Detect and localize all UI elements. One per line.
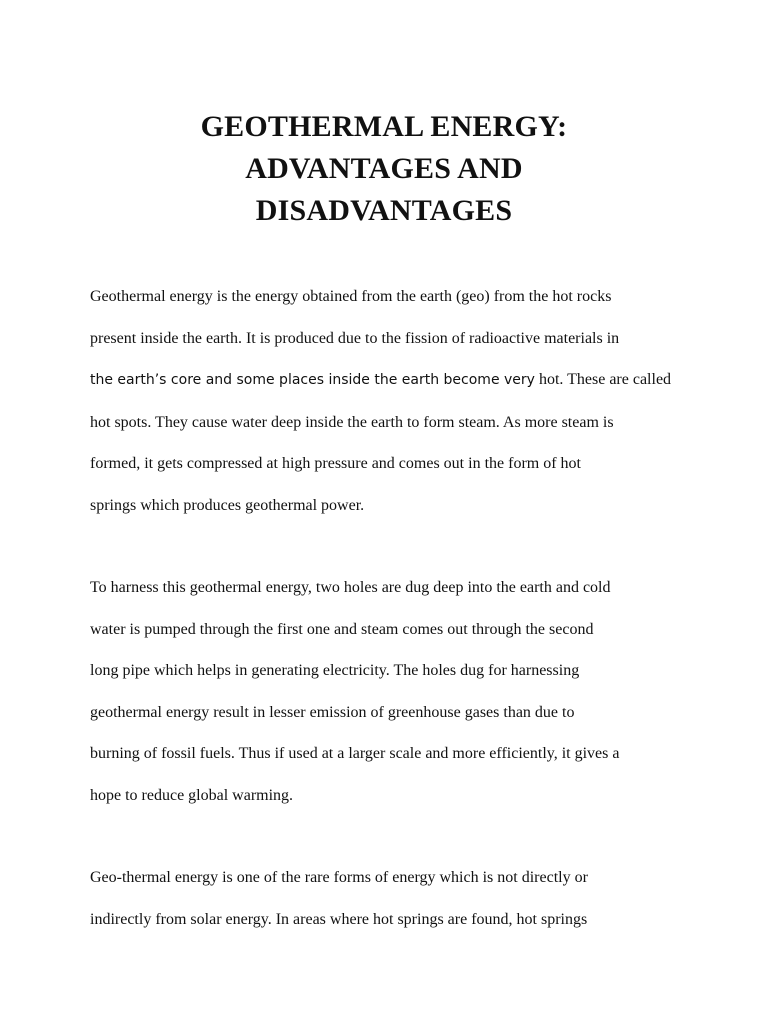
text-line: Geothermal energy is the energy obtained from the earth (geo) from the hot rocks	[90, 288, 612, 305]
text-run: the earth’s core and some places inside the earth become very	[90, 372, 535, 389]
text-line	[90, 359, 690, 402]
paragraph-definition	[90, 276, 690, 527]
title-line: GEOTHERMAL ENERGY:	[200, 110, 568, 143]
text-line: long pipe which helps in generating electricity. The holes dug for harnessing	[90, 662, 580, 680]
text-run: hot. These are called	[534, 371, 672, 389]
text-line: springs which produces geothermal power.	[90, 496, 365, 514]
text-line: formed, it gets compressed at high pressure and comes out in the form of hot	[90, 455, 581, 473]
title-line: DISADVANTAGES	[255, 194, 513, 227]
text-line: hot spots. They cause water deep inside the earth to form steam. As more steam is	[90, 413, 614, 431]
text-line: geothermal energy result in lesser emission of greenhouse gases than due to	[90, 703, 575, 721]
paragraph-harnessing	[90, 567, 690, 817]
document-title	[0, 106, 768, 232]
text-line: Geo-thermal energy is one of the rare forms of energy which is not directly or	[90, 869, 588, 886]
text-line: hope to reduce global warming.	[90, 786, 294, 804]
paragraph-rare-forms	[90, 857, 690, 940]
text-line: water is pumped through the first one and steam comes out through the second	[90, 620, 594, 638]
text-line: burning of fossil fuels. Thus if used at a larger scale and more efficiently, it gives a	[90, 745, 620, 763]
title-line: ADVANTAGES AND	[245, 152, 523, 185]
text-line: To harness this geothermal energy, two holes are dug deep into the earth and cold	[90, 579, 611, 596]
text-line: present inside the earth. It is produced due to the fission of radioactive materials in	[90, 329, 620, 347]
text-line: indirectly from solar energy. In areas where hot springs are found, hot springs	[90, 910, 588, 928]
